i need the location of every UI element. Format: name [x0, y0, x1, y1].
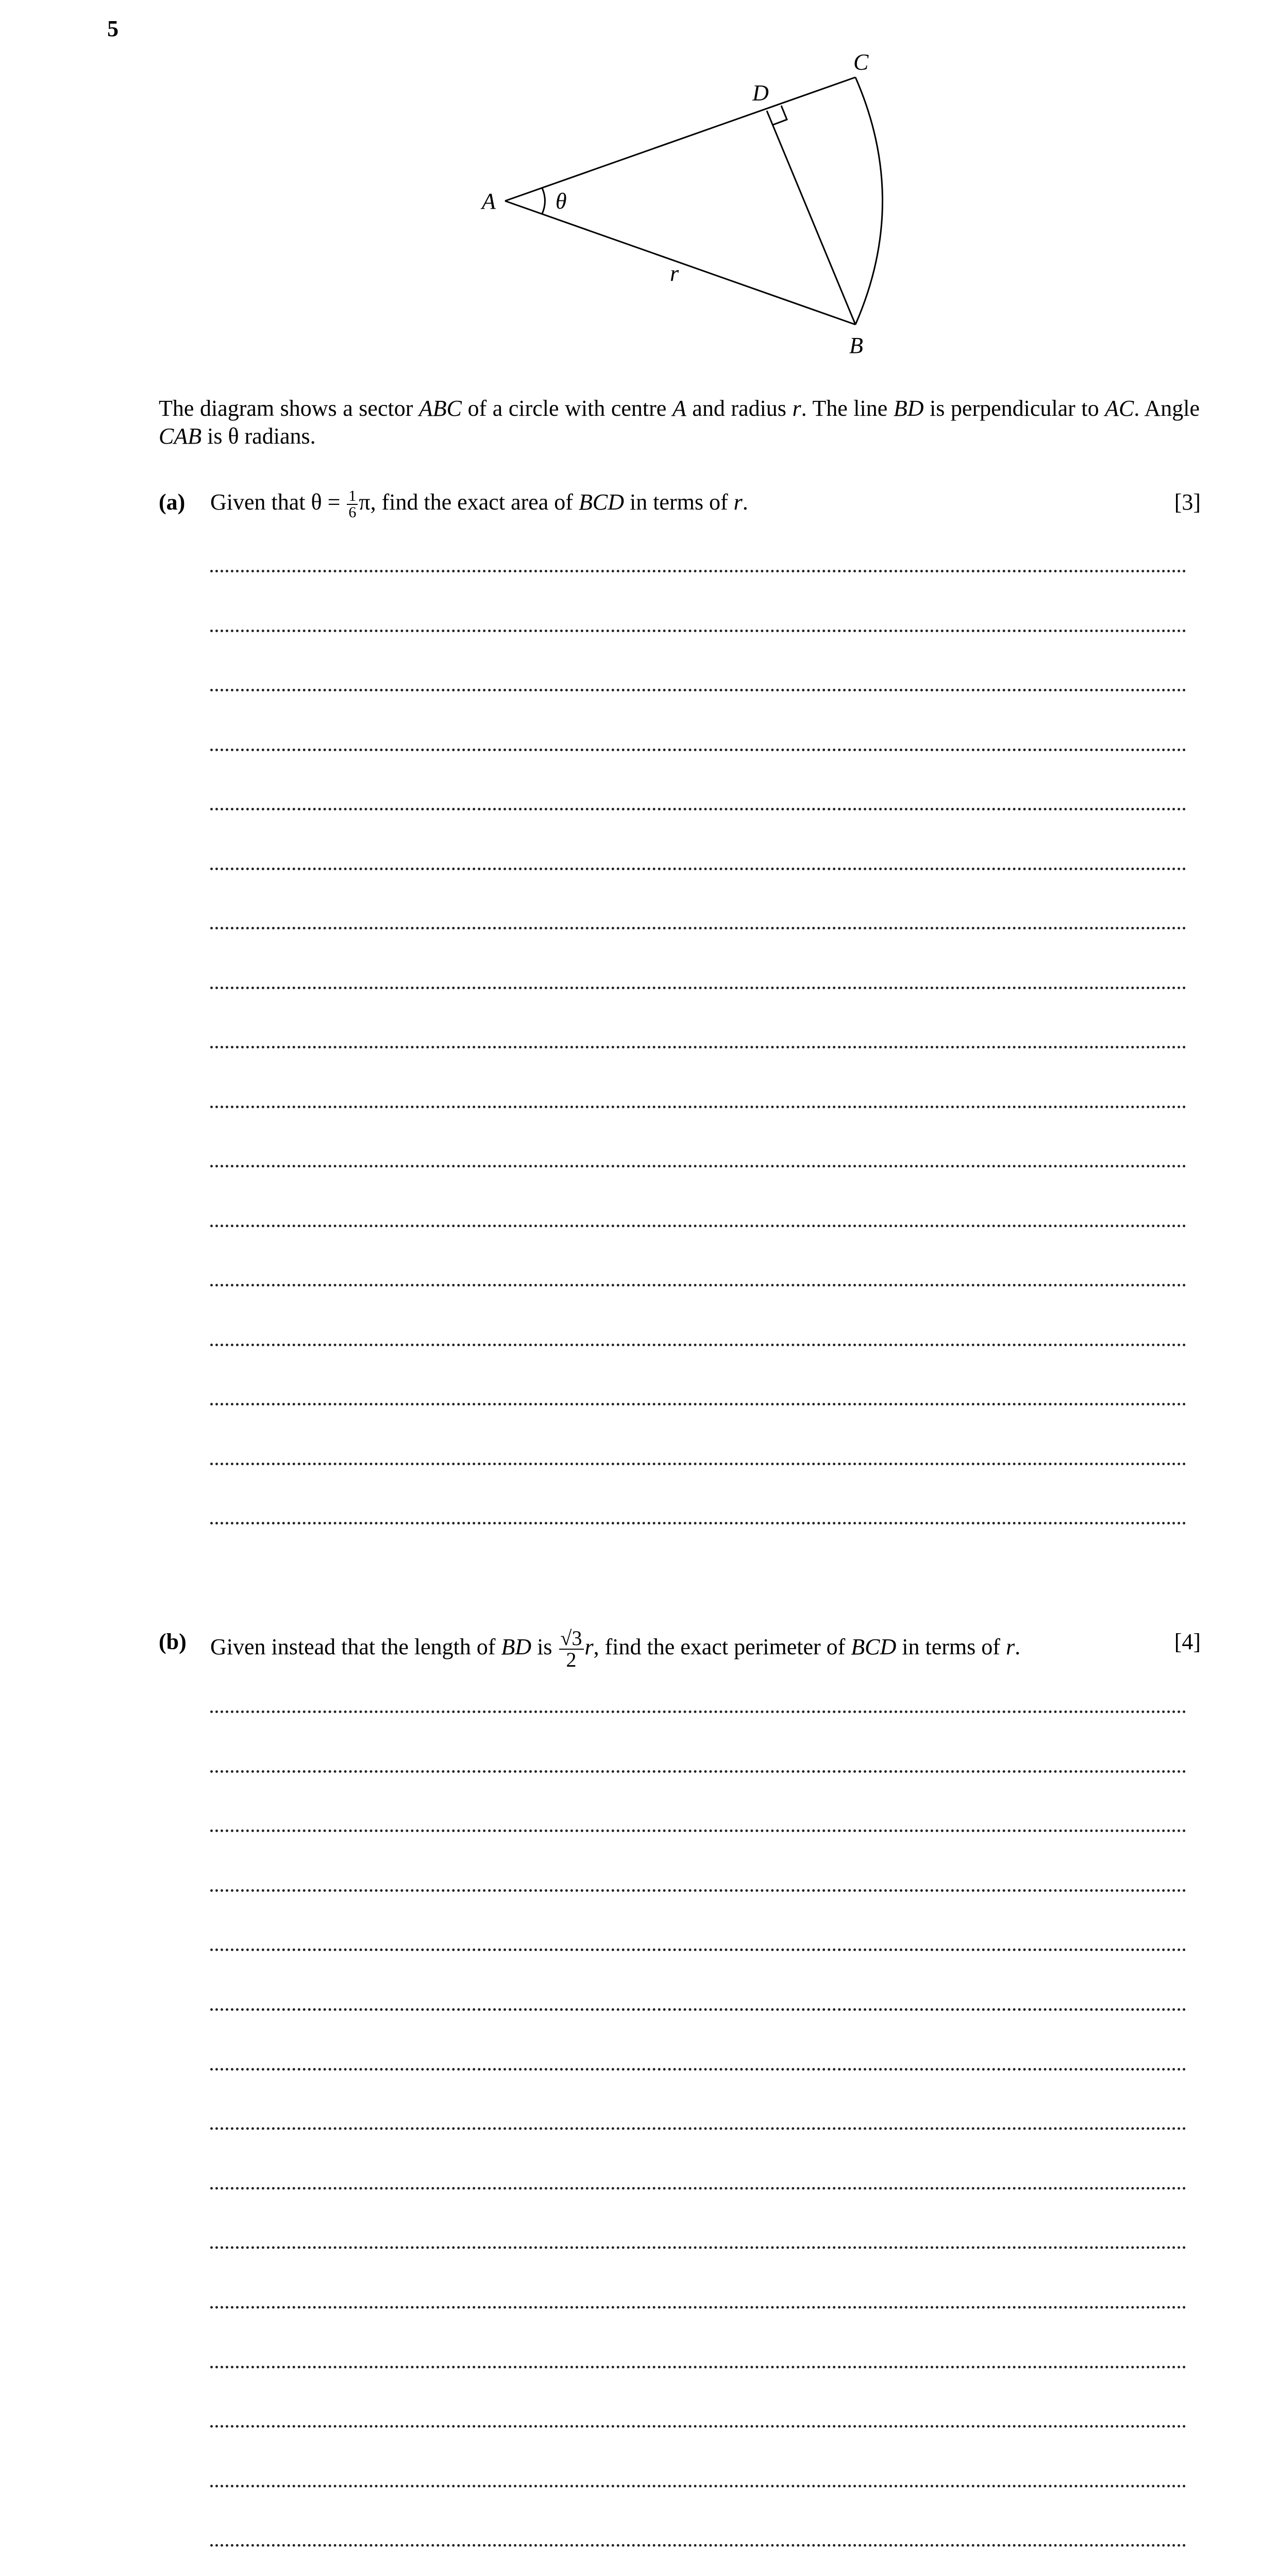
answer-line[interactable]	[210, 2187, 1186, 2190]
answer-line[interactable]	[210, 1106, 1186, 1108]
label-c: C	[853, 49, 869, 75]
arc-bc	[855, 77, 883, 325]
part-a-label: (a)	[159, 489, 186, 515]
line-ac	[505, 77, 855, 201]
fraction-one-sixth: $\frac{1}{6}$	[347, 488, 358, 520]
answer-line[interactable]	[210, 987, 1186, 989]
part-b-marks: [4]	[1174, 1629, 1201, 1654]
answer-line[interactable]	[210, 868, 1186, 870]
answer-line[interactable]	[210, 1829, 1186, 1832]
answer-line[interactable]	[210, 2008, 1186, 2011]
answer-line[interactable]	[210, 808, 1186, 810]
answer-line[interactable]	[210, 2485, 1186, 2487]
answer-line[interactable]	[210, 1770, 1186, 1773]
answer-line[interactable]	[210, 2544, 1186, 2547]
answer-line[interactable]	[210, 2306, 1186, 2309]
answer-line[interactable]	[210, 1463, 1186, 1465]
answer-line[interactable]	[210, 1948, 1186, 1951]
label-b: B	[849, 333, 863, 358]
part-b-label: (b)	[159, 1629, 187, 1654]
answer-line[interactable]	[210, 2068, 1186, 2071]
part-a-marks: [3]	[1174, 489, 1201, 515]
fraction-root3-over-2: $\frac{√3}{2}$	[559, 1628, 584, 1670]
line-ab	[505, 201, 855, 325]
answer-line[interactable]	[210, 1403, 1186, 1405]
label-r: r	[670, 261, 679, 286]
label-theta: θ	[556, 189, 567, 214]
answer-line[interactable]	[210, 1889, 1186, 1892]
answer-line[interactable]	[210, 689, 1186, 691]
sector-diagram	[453, 41, 969, 371]
label-a: A	[482, 189, 496, 214]
answer-line[interactable]	[210, 630, 1186, 632]
answer-line[interactable]	[210, 2127, 1186, 2130]
answer-line[interactable]	[210, 2366, 1186, 2368]
part-b-text: Given instead that the length of BD is $\frac{√3}{2}$ r, find the exact perimeter of BCD in terms of r.	[210, 1626, 1021, 1671]
answer-line[interactable]	[210, 749, 1186, 751]
answer-line[interactable]	[210, 1522, 1186, 1524]
answer-line[interactable]	[210, 2246, 1186, 2249]
question-number: 5	[107, 16, 119, 41]
answer-line[interactable]	[210, 2425, 1186, 2428]
part-a-text: Given that θ = $\frac{1}{6}$ π, find the exact area of BCD in terms of r.	[210, 487, 748, 521]
answer-line[interactable]	[210, 1046, 1186, 1048]
answer-line[interactable]	[210, 1165, 1186, 1167]
question-stem: The diagram shows a sector ABC of a circle with centre A and radius r. The line BD is perpendicular to AC. Angle CAB is θ radians.	[159, 396, 1200, 449]
answer-line[interactable]	[210, 570, 1186, 572]
answer-line[interactable]	[210, 927, 1186, 929]
answer-line[interactable]	[210, 1710, 1186, 1713]
right-angle-mark	[772, 106, 787, 125]
answer-line[interactable]	[210, 1284, 1186, 1286]
line-bd	[767, 111, 855, 325]
answer-line[interactable]	[210, 1344, 1186, 1346]
answer-line[interactable]	[210, 1225, 1186, 1227]
label-d: D	[752, 80, 769, 106]
angle-arc	[542, 188, 545, 214]
